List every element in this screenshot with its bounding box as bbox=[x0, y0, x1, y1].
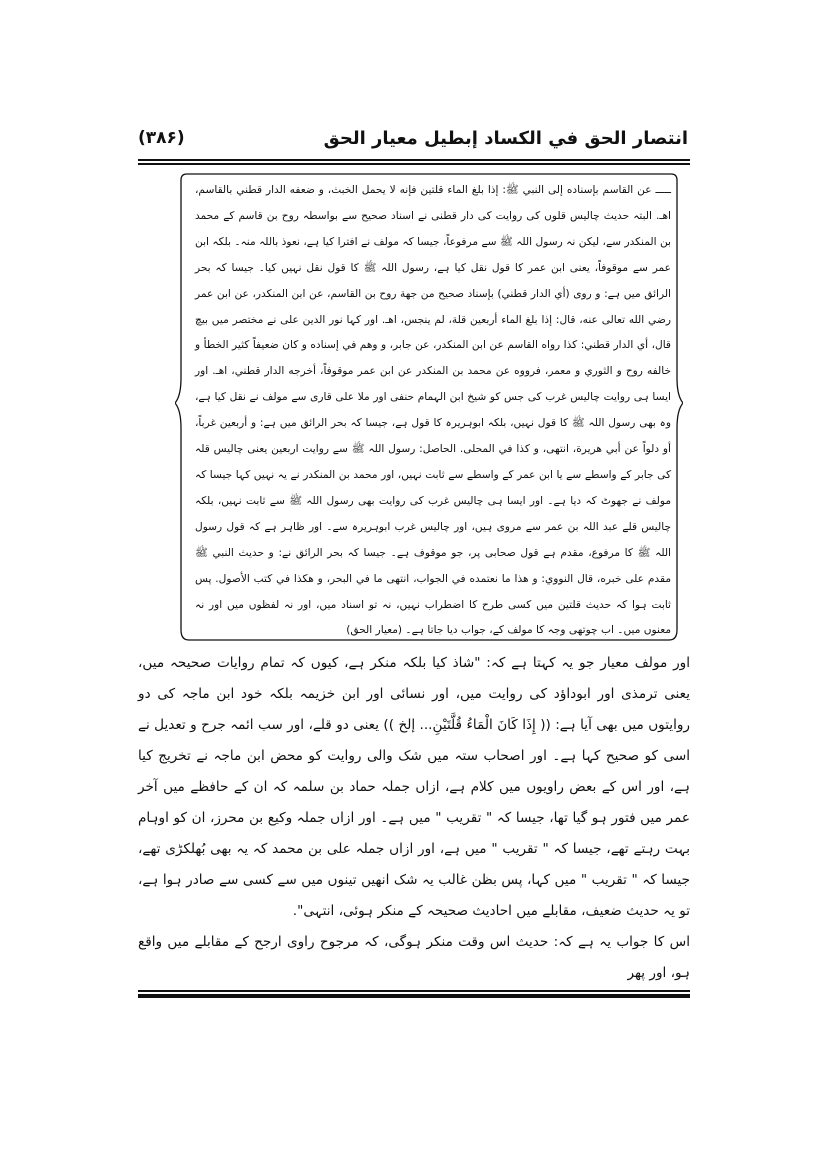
body-paragraph: اس کا جواب یہ ہے کہ: حدیث اس وقت منکر ہوگی، کہ مرجوح راوی ارجح کے مقابلے میں واقع ہو، اور پھر bbox=[138, 934, 690, 981]
footer-rule-bottom bbox=[138, 994, 690, 998]
running-header-title: انتصار الحق في الكساد إبطيل معيار الحق bbox=[323, 128, 688, 149]
footer-rule-top bbox=[138, 990, 690, 992]
header-rule-bottom bbox=[138, 163, 690, 165]
body-paragraph: اور مولف معیار جو یہ کہتا ہے کہ: "شاذ کیا بلکہ منکر ہے، کیوں کہ تمام روایات صحیحہ میں، یعنی ترمذی اور ابوداؤد کی روایت میں، اور نسائی اور ابن خزیمہ بلکہ خود ابن ماجہ کی دو روایتوں میں بھی آیا ہے: (( إِذَا كَانَ الْمَاءُ قُلَّتَيْنِ... إلخ )) یعنی دو قلے، اور سب ائمہ جرح و تعدیل نے اسی کو صحیح کہا ہے۔ اور اصحاب ستہ میں شک والی روایت کو محض ابن ماجہ نے تخریج کیا ہے، اور اس کے بعض راویوں میں کلام ہے، ازاں جملہ حماد بن سلمہ کہ ان کے حافظے میں آخر عمر میں فتور ہو گیا تھا، جیسا کہ " تقریب " میں ہے۔ اور ازاں جملہ وکیع بن محرز، ان کو اوہام بہت رہتے تھے، جیسا کہ " تقریب " میں ہے، اور ازاں جملہ علی بن محمد کہ یہ بھی بُھلکڑی تھے، جیسا کہ " تقریب " میں کہا، پس بظن غالب یہ شک انھیں تینوں میں سے کسی سے صادر ہوا ہے، تو یہ حدیث ضعیف، مقابلے میں احادیث صحیحہ کے منکر ہوئی، انتہی". bbox=[138, 655, 690, 919]
quoted-excerpt: ـــــ عن القاسم بإسناده إلى النبي ﷺ: إذا بلغ الماء قلتين فإنه لا يحمل الخبث، و ضعفه الدار قطني بالقاسم، اهـ. البتہ حدیث چالیس قلوں کی روایت کی دار قطنی نے اسناد صحیح سے بواسطہ روح بن قاسم کے محمد بن المنکدر سے، لیکن نہ رسول اللہ ﷺ سے مرفوعاً، جیسا کہ مولف نے افترا کیا ہے، نعوذ باللہ منہ۔ بلکہ ابن عمر سے موقوفاً، یعنی ابن عمر کا قول نقل کیا ہے، رسول اللہ ﷺ کا قول نقل نہیں کیا۔ جیسا کہ بحر الرائق میں ہے: و روى (أي الدار قطني) بإسناد صحيح من جهة روح بن القاسم، عن ابن المنكدر، عن ابن عمر رضي الله تعالى عنه، قال: إذا بلغ الماء أربعين قلة، لم ينجس، اهـ. اور کہا نور الدین علی نے مختصر میں بیچ قال، أي الدار قطني: كذا رواه القاسم عن ابن المنكدر، عن جابر، و وهم في إسناده و كان ضعيفاً كثير الخطأ و خالفه روح و الثوري و معمر، فرووه عن محمد بن المنكدر عن ابن عمر موقوفاً، أخرجه الدار قطني، اهـ. اور ایسا ہی روایت چالیس غرب کی جس کو شیخ ابن الہمام حنفی اور ملا علی قاری سے مولف نے نقل کیا ہے، وہ بھی رسول اللہ ﷺ کا قول نہیں، بلکہ ابوہریرہ کا قول ہے، جیسا کہ بحر الرائق میں ہے: و أربعين غرباً، أو دلواً عن أبي هريرة، انتهى، و كذا في المحلى. الحاصل: رسول اللہ ﷺ سے روایت اربعین یعنی چالیس قلہ کی جابر کے واسطے سے یا ابن عمر کے واسطے سے ثابت نہیں، اور محمد بن المنکدر نے یہ نہیں کہا جیسا کہ مولف نے جھوٹ کہ دیا ہے۔ اور ایسا ہی چالیس غرب کی روایت بھی رسول اللہ ﷺ سے ثابت نہیں، بلکہ چالیس قلے عبد اللہ بن عمر سے مروی ہیں، اور چالیس غرب ابوہریرہ سے۔ اور ظاہر ہے کہ قول رسول اللہ ﷺ کا مرفوع، مقدم ہے قول صحابی پر، جو موقوف ہے۔ جیسا کہ بحر الرائق نے: و حديث النبي ﷺ مقدم على خبره، قال النووي: و هذا ما نعتمده في الجواب، انتهى ما في البحر، و هكذا في كتب الأصول. پس ثابت ہوا کہ حدیث قلتین میں کسی طرح کا اضطراب نہیں، نہ تو اسناد میں، اور نہ لفظوں میں اور نہ معنوں میں۔ اب چوتھی وجہ کا مولف کے، جواب دیا جاتا ہے۔ (معیار الحق) bbox=[195, 184, 671, 637]
page-number: (۳۸۶) bbox=[138, 128, 185, 148]
header-rule-top bbox=[138, 159, 690, 161]
main-text bbox=[138, 648, 690, 989]
